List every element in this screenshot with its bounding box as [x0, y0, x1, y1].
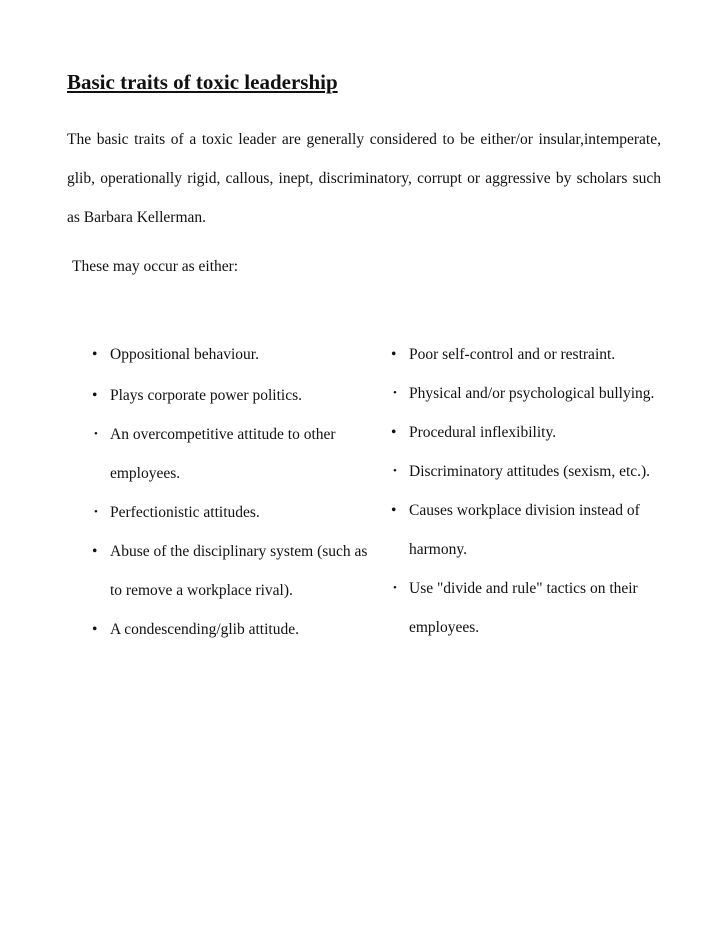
list-item: • Oppositional behaviour.: [92, 335, 372, 374]
list-item: • Plays corporate power politics.: [92, 376, 372, 415]
bullet-icon: •: [393, 387, 397, 399]
bullet-icon: •: [393, 582, 397, 594]
list-item: • Procedural inflexibility.: [391, 413, 663, 452]
bullet-icon: •: [92, 387, 98, 404]
list-item: • Abuse of the disciplinary system (such as to remove a workplace rival).: [92, 532, 372, 610]
bullet-icon: •: [92, 621, 98, 638]
bullet-icon: •: [94, 428, 98, 440]
document-title: Basic traits of toxic leadership: [67, 70, 338, 94]
list-item: • Causes workplace division instead of harmony.: [391, 491, 663, 569]
list-item: • An overcompetitive attitude to other employees.: [92, 415, 372, 493]
list-item: • Physical and/or psychological bullying.: [391, 374, 663, 413]
intro-text: These may occur as either:: [72, 258, 239, 275]
bullet-icon: •: [92, 346, 98, 363]
list-item: • Perfectionistic attitudes.: [92, 493, 372, 532]
list-item: • Discriminatory attitudes (sexism, etc.).: [391, 452, 663, 491]
body-paragraph: The basic traits of a toxic leader are generally considered to be either/or insular,intemperate, glib, operationally rigid, callous, inept, discriminatory, corrupt or aggressive by scholars such as Barbara Kellerman.: [67, 131, 661, 226]
list-item: • Use "divide and rule" tactics on their employees.: [391, 569, 663, 647]
left-bullet-list: [92, 335, 372, 649]
bullet-icon: •: [391, 346, 397, 363]
right-bullet-list: [391, 335, 663, 647]
bullet-icon: •: [94, 506, 98, 518]
bullet-icon: •: [391, 502, 397, 519]
list-item: • Poor self-control and or restraint.: [391, 335, 663, 374]
bullet-icon: •: [92, 543, 98, 560]
list-item: • A condescending/glib attitude.: [92, 610, 372, 649]
bullet-icon: •: [393, 465, 397, 477]
bullet-icon: •: [391, 424, 397, 441]
